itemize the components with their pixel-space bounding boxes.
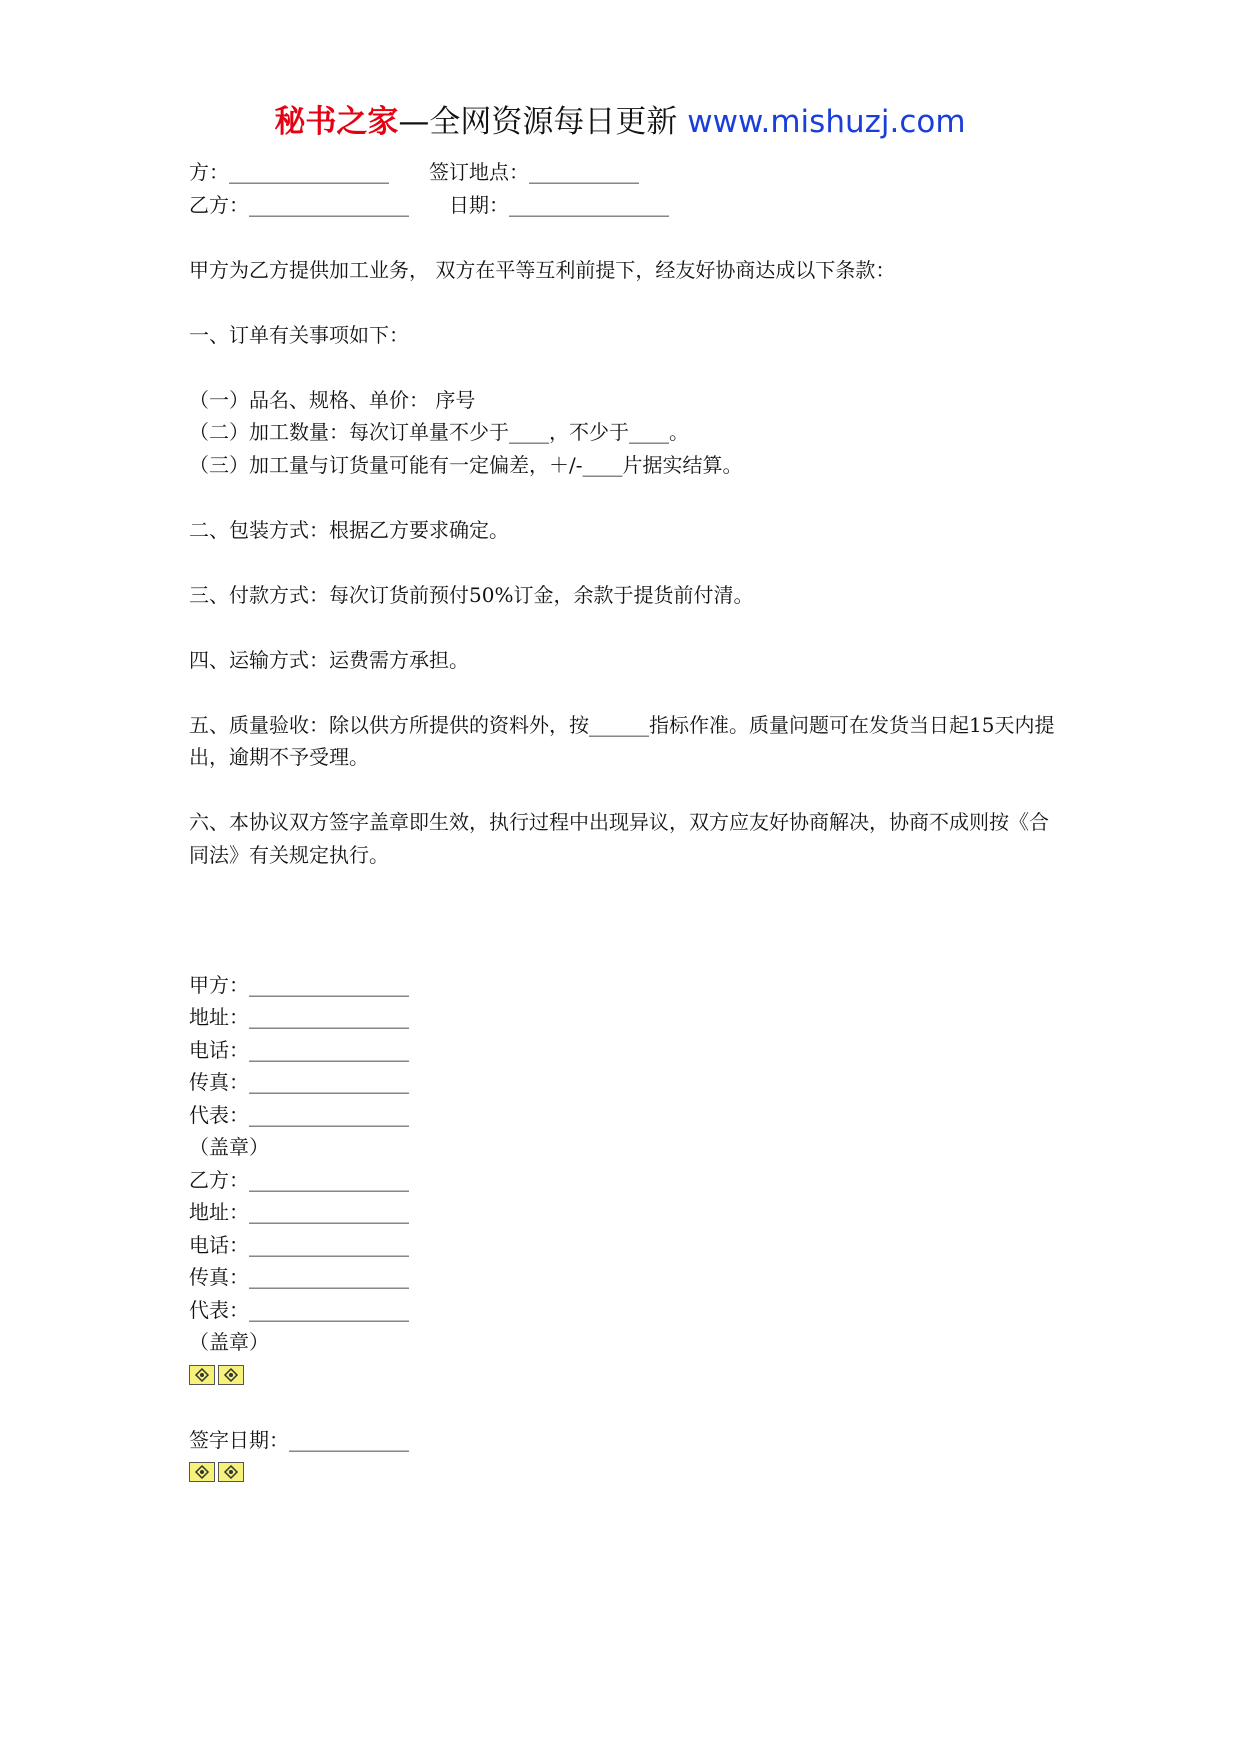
header-row-1 bbox=[189, 156, 1055, 189]
section-1-item-2: （二）加工数量：每次订单量不少于____，不少于____。 bbox=[189, 420, 689, 444]
sig-b-party: 乙方：________________ bbox=[189, 1167, 409, 1192]
sig-a-seal: （盖章） bbox=[189, 1135, 269, 1159]
sig-a-address: 地址：________________ bbox=[189, 1005, 409, 1029]
section-1-item-3: （三）加工量与订货量可能有一定偏差，＋/-____片据实结算。 bbox=[189, 452, 743, 477]
sig-b-seal: （盖章） bbox=[189, 1330, 269, 1354]
section-1-item-1: （一）品名、规格、单价： 序号 bbox=[189, 387, 476, 412]
image-placeholder-icon bbox=[189, 1365, 215, 1385]
date-field: 日期：________________ bbox=[449, 192, 669, 217]
image-placeholder-icon bbox=[218, 1365, 244, 1385]
sig-a-rep: 代表：________________ bbox=[189, 1102, 409, 1127]
image-placeholder-icon bbox=[218, 1462, 244, 1482]
sig-b-phone: 电话：________________ bbox=[189, 1232, 409, 1257]
sig-a-party: 甲方：________________ bbox=[189, 972, 409, 997]
sign-place-field: 签订地点：___________ bbox=[429, 160, 639, 184]
banner-slogan: —全网资源每日更新 bbox=[398, 104, 688, 140]
party-b-field: 乙方：________________ bbox=[189, 192, 409, 217]
banner-brand: 秘书之家 bbox=[274, 104, 399, 140]
party-a-field: 方：________________ bbox=[189, 160, 389, 184]
image-placeholder-group-1 bbox=[189, 1359, 1055, 1392]
section-5: 五、质量验收：除以供方所提供的资料外，按______指标作准。质量问题可在发货当日起15天内提出，逾期不予受理。 bbox=[189, 712, 1055, 769]
sig-b-address: 地址：________________ bbox=[189, 1200, 409, 1224]
header-row-2 bbox=[189, 189, 1055, 222]
sig-b-fax: 传真：________________ bbox=[189, 1265, 409, 1289]
section-6: 六、本协议双方签字盖章即生效，执行过程中出现异议，双方应友好协商解决，协商不成则按《合同法》有关规定执行。 bbox=[189, 810, 1049, 867]
banner-site-url[interactable]: www.mishuzj.com bbox=[687, 104, 966, 140]
sig-a-fax: 传真：________________ bbox=[189, 1070, 409, 1094]
section-4: 四、运输方式：运费需方承担。 bbox=[189, 647, 469, 672]
section-1-heading: 一、订单有关事项如下： bbox=[189, 322, 409, 347]
sig-b-rep: 代表：________________ bbox=[189, 1297, 409, 1322]
image-placeholder-icon bbox=[189, 1462, 215, 1482]
intro-paragraph: 甲方为乙方提供加工业务， 双方在平等互利前提下，经友好协商达成以下条款： bbox=[189, 257, 896, 282]
image-placeholder-group-2 bbox=[189, 1456, 1055, 1489]
site-banner bbox=[0, 100, 1240, 144]
section-3: 三、付款方式：每次订货前预付50%订金，余款于提货前付清。 bbox=[189, 582, 754, 607]
contract-document bbox=[189, 156, 1055, 1489]
section-2: 二、包装方式：根据乙方要求确定。 bbox=[189, 517, 509, 542]
sign-date-field: 签字日期：____________ bbox=[189, 1427, 409, 1452]
sig-a-phone: 电话：________________ bbox=[189, 1037, 409, 1062]
